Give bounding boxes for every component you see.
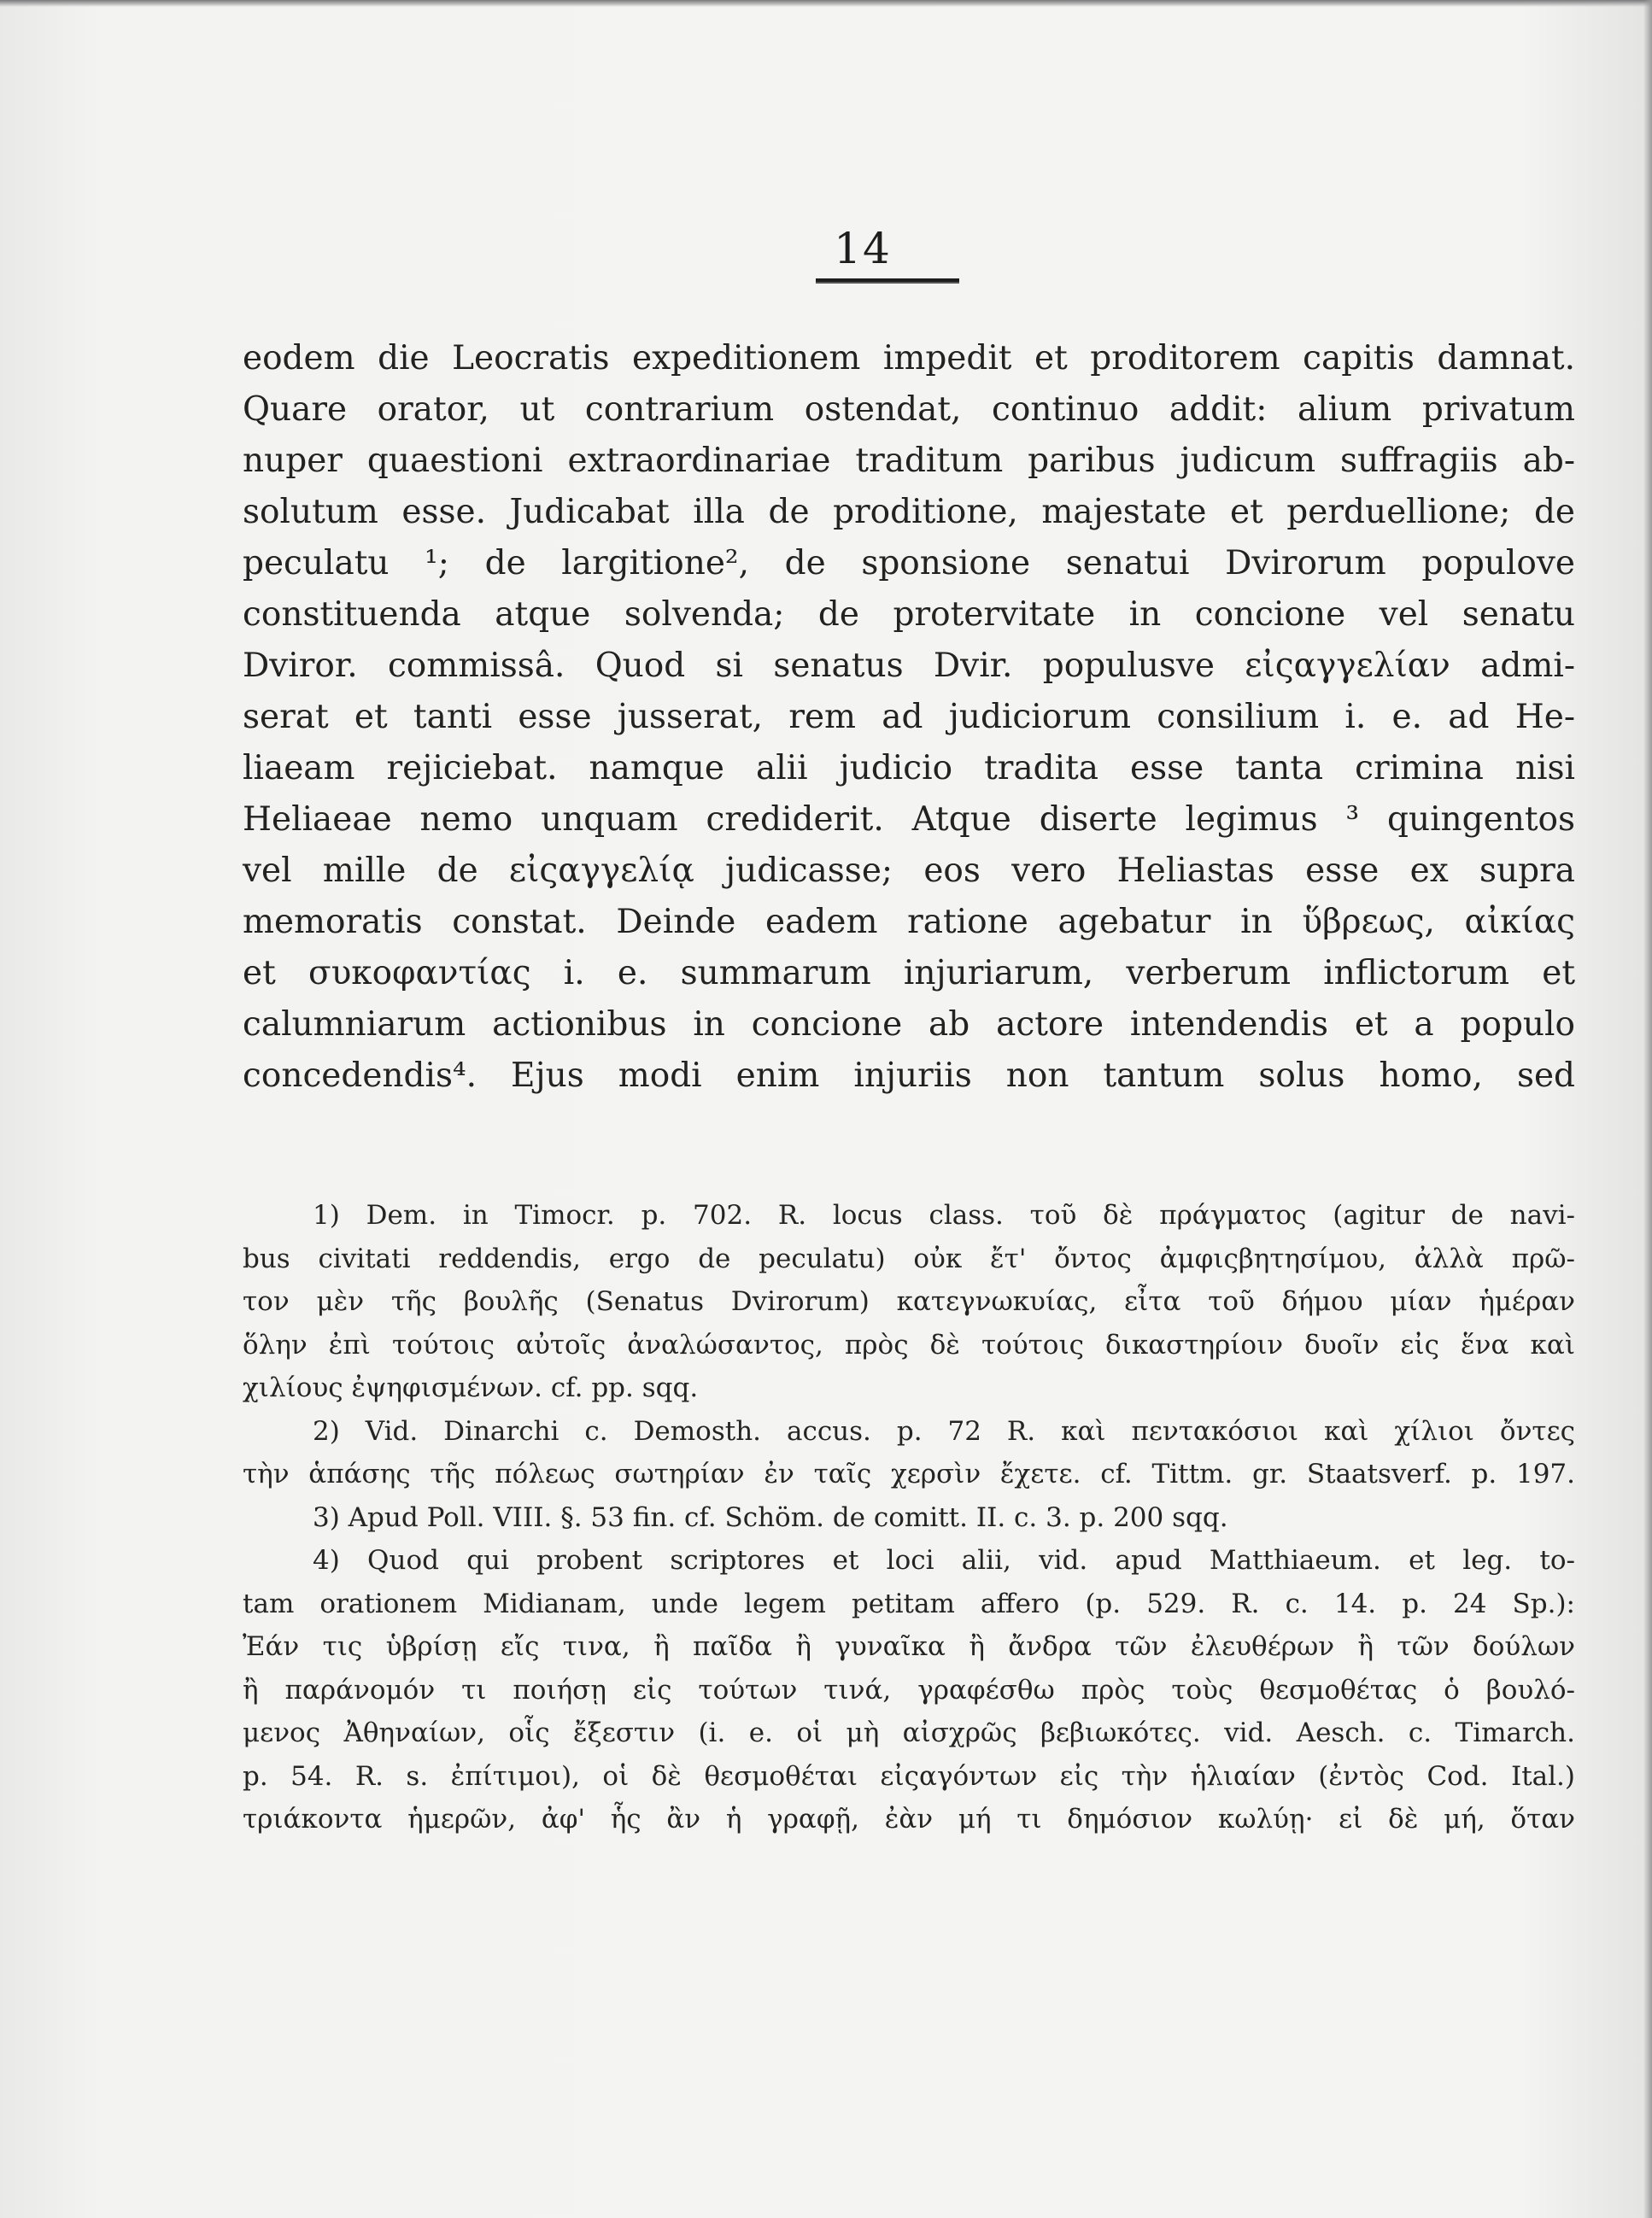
text-line: serat et tanti esse jusserat, rem ad judiciorum consilium i. e. ad He-	[243, 698, 1575, 736]
footnote-line: μενος Ἀθηναίων, οἷς ἔξεστιν (i. e. οἱ μὴ αἰσχρῶς βεβιωκότες. vid. Aesch. c. Timarch.	[243, 1718, 1575, 1748]
text-line: nuper quaestioni extraordinariae traditum paribus judicum suffragiis ab-	[243, 442, 1575, 480]
page-right-shadow	[1643, 0, 1652, 2218]
text-line: constituenda atque solvenda; de protervitate in concione vel senatu	[243, 595, 1575, 634]
footnote-1: 1) Dem. in Timocr. p. 702. R. locus class. τοῦ δὲ πράγματος (agitur de navi-	[313, 1200, 1575, 1231]
footnote-line: χιλίους ἐψηφισμένων. cf. pp. sqq.	[243, 1372, 699, 1403]
page-top-shadow	[0, 0, 1652, 7]
footnote-4: 4) Quod qui probent scriptores et loci alii, vid. apud Matthiaeum. et leg. to-	[313, 1545, 1575, 1576]
text-line: solutum esse. Judicabat illa de proditione, majestate et perduellione; de	[243, 493, 1575, 531]
text-line: memoratis constat. Deinde eadem ratione agebatur in ὕβρεως, αἰκίας	[243, 903, 1575, 941]
footnote-line: τριάκοντα ἡμερῶν, ἀφ' ἧς ἂν ἡ γραφῇ, ἐὰν μή τι δημόσιον κωλύῃ· εἰ δὲ μή, ὅταν	[243, 1804, 1575, 1835]
text-line: calumniarum actionibus in concione ab actore intendendis et a populo	[243, 1005, 1575, 1044]
page-number: 14	[834, 224, 892, 273]
footnote-line: tam orationem Midianam, unde legem petitam affero (p. 529. R. c. 14. p. 24 Sp.):	[243, 1588, 1575, 1619]
text-line: liaeam rejiciebat. namque alii judicio tradita esse tanta crimina nisi	[243, 749, 1575, 787]
text-line: eodem die Leocratis expeditionem impedit et proditorem capitis damnat.	[243, 339, 1575, 377]
text-line: Quare orator, ut contrarium ostendat, continuo addit: alium privatum	[243, 390, 1575, 429]
page-number-rule	[816, 278, 959, 284]
footnote-line: p. 54. R. s. ἐπίτιμοι), οἱ δὲ θεσμοθέται εἰςαγόντων εἰς τὴν ἡλιαίαν (ἐντὸς Cod. Ital.)	[243, 1760, 1576, 1792]
text-line: Heliaeae nemo unquam crediderit. Atque diserte legimus ³ quingentos	[243, 800, 1575, 839]
text-line: concedendis⁴. Ejus modi enim injuriis non tantum solus homo, sed	[243, 1056, 1575, 1095]
text-line: vel mille de εἰςαγγελίᾳ judicasse; eos vero Heliastas esse ex supra	[243, 852, 1575, 890]
footnote-line: ἢ παράνομόν τι ποιήσῃ εἰς τούτων τινά, γραφέσθω πρὸς τοὺς θεσμοθέτας ὁ βουλό-	[243, 1674, 1575, 1706]
footnote-line: bus civitati reddendis, ergo de peculatu) οὐκ ἔτ' ὄντος ἀμφιςβητησίμου, ἀλλὰ πρῶ-	[243, 1243, 1575, 1274]
text-line: Dviror. commissâ. Quod si senatus Dvir. populusve εἰςαγγελίαν admi-	[243, 647, 1575, 685]
footnote-line: ὅλην ἐπὶ τούτοις αὐτοῖς ἀναλώσαντος, πρὸς δὲ τούτοις δικαστηρίοιν δυοῖν εἰς ἕνα καὶ	[243, 1329, 1575, 1361]
footnote-3: 3) Apud Poll. VIII. §. 53 fin. cf. Schöm. de comitt. II. c. 3. p. 200 sqq.	[313, 1501, 1228, 1533]
footnote-line: τὴν ἁπάσης τῆς πόλεως σωτηρίαν ἐν ταῖς χερσὶν ἔχετε. cf. Tittm. gr. Staatsverf. p. 197.	[243, 1459, 1575, 1489]
text-line: et συκοφαντίας i. e. summarum injuriarum, verberum inflictorum et	[243, 954, 1575, 992]
footnote-line: Ἐάν τις ὑβρίσῃ εἴς τινα, ἢ παῖδα ἢ γυναῖκα ἢ ἄνδρα τῶν ἐλευθέρων ἢ τῶν δούλων	[243, 1631, 1575, 1662]
footnote-line: τον μὲν τῆς βουλῆς (Senatus Dvirorum) κατεγνωκυίας, εἶτα τοῦ δήμου μίαν ἡμέραν	[243, 1286, 1575, 1317]
footnote-2: 2) Vid. Dinarchi c. Demosth. accus. p. 72 R. καὶ πεντακόσιοι καὶ χίλιοι ὄντες	[313, 1415, 1575, 1447]
footnotes	[243, 1194, 1575, 1841]
main-text	[243, 333, 1575, 1102]
text-line: peculatu ¹; de largitione², de sponsione senatui Dvirorum populove	[243, 544, 1575, 582]
